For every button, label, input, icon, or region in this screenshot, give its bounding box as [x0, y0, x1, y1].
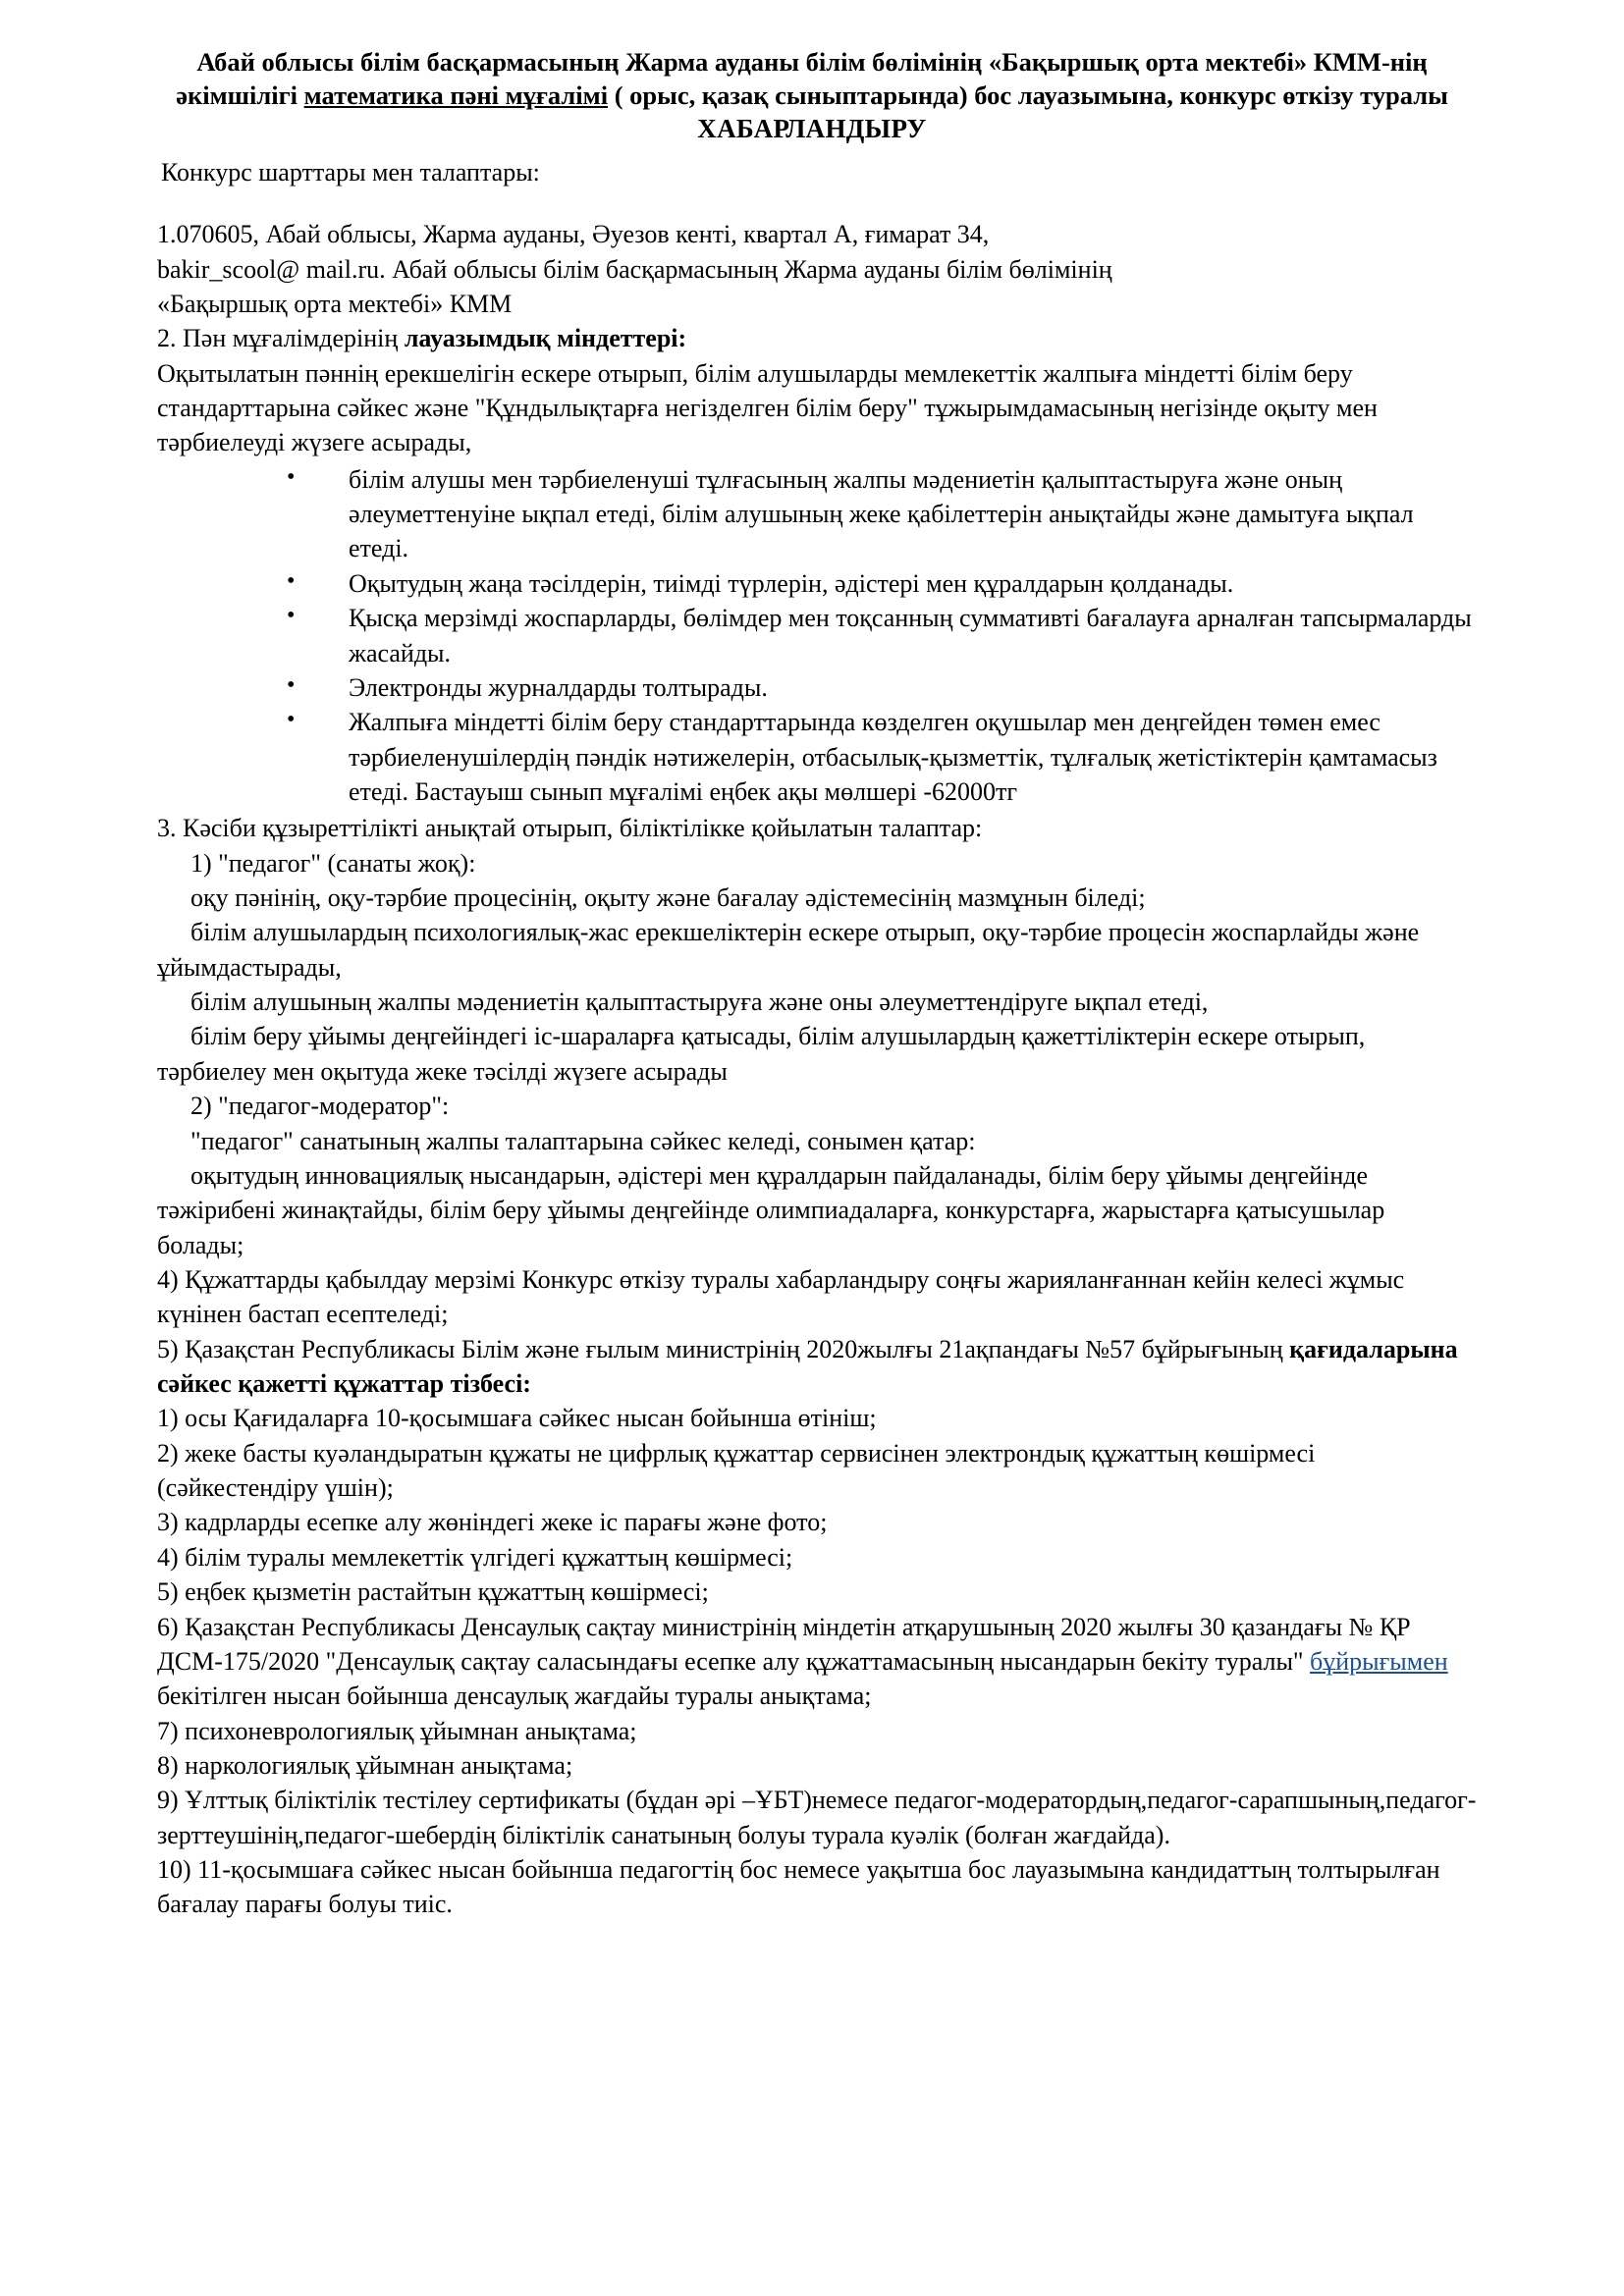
- requirement-item-5-bold: қағидаларына сәйкес қажетті құжаттар тізбесі:: [157, 1334, 1458, 1399]
- requirement-item-10: 10) 11-қосымшаға сәйкес нысан бойынша педагогтің бос немесе уақытша бос лауазымына кандидаттың толтырылған бағалау парағы болуы тиіс.: [157, 1855, 1440, 1919]
- spacer: [147, 189, 1477, 217]
- lead-text: Конкурс шарттары мен талаптары:: [161, 157, 540, 187]
- section-3-item: оқу пәнінің, оқу-тәрбие процесінің, оқыту және бағалау әдістемесінің мазмұнын біледі;: [190, 883, 1146, 913]
- requirement-item-7: 7) психоневрологиялық ұйымнан анықтама;: [157, 1716, 637, 1745]
- page-title: [147, 45, 1477, 113]
- requirement-item-6-part-2: бекітілген нысан бойынша денсаулық жағдайы туралы анықтама;: [157, 1682, 872, 1711]
- requirement-item-4: 4) Құжаттарды қабылдау мерзімі Конкурс өткізу туралы хабарландыру соңғы жарияланғаннан кейін келесі жұмыс күнінен бастап есептеледі;: [157, 1264, 1405, 1329]
- requirement-item-5: [157, 1332, 1477, 1402]
- document-list-item: 4) білім туралы мемлекеттік үлгідегі құжаттың көшірмесі;: [157, 1542, 793, 1572]
- section-2-bold: лауазымдық міндеттері:: [404, 324, 687, 353]
- requirement-item-6-part-1: 6) Қазақстан Республикасы Денсаулық сақтау министрінің міндетін атқарушының 2020 жылғы 30 қазандағы № ҚР ДСМ-175/2020 "Денсаулық сақтау саласындағы есепке алу құжаттамасының нысандарын бекіту туралы": [157, 1612, 1411, 1676]
- section-3-item: білім беру ұйымы деңгейіндегі іс-шараларға қатысады, білім алушылардың қажеттіліктерін ескере отырып, тәрбиелеу мен оқытуда жеке тәсілді жүзеге асырады: [157, 1022, 1366, 1086]
- section-3-item: 2) "педагог-модератор":: [190, 1092, 450, 1121]
- address-line-2: bakir_scool@ mail.ru. Абай облысы білім басқармасының Жарма ауданы білім бөлімінің: [157, 254, 1112, 284]
- list-item: • білім алушы мен тәрбиеленуші тұлғасының жалпы мәдениетін қалыптастыруға және оның әлеуметтенуіне ықпал етеді, білім алушының жеке қабілеттерін анықтайды және дамытуға ықпал етеді.: [349, 462, 1477, 566]
- title-line-3: ( орыс, қазақ сыныптарында) бос: [608, 80, 1012, 111]
- requirement-item-5-prefix: 5) Қазақстан Республикасы Білім және ғылым министрінің 2020жылғы 21ақпандағы №57 бұйрығының: [157, 1334, 1290, 1363]
- duties-list: [147, 462, 1477, 810]
- order-hyperlink[interactable]: бұйрығымен: [1310, 1646, 1448, 1676]
- list-item: • Қысқа мерзімді жоспарларды, бөлімдер мен тоқсанның суммативті бағалауға арналған тапсырмаларды жасайды.: [349, 601, 1477, 670]
- address-line-1: 1.070605, Абай облысы, Жарма ауданы, Әуезов кенті, квартал А, ғимарат 34,: [157, 220, 990, 249]
- section-3-item: "педагог" санатының жалпы талаптарына сәйкес келеді, сонымен қатар:: [190, 1126, 976, 1155]
- title-line-2: мектебі» КММ-нің әкімшілігі: [176, 47, 1428, 111]
- list-item: • Жалпыға міндетті білім беру стандарттарында көзделген оқушылар мен деңгейден төмен емес тәрбиеленушілердің пәндік нәтижелерін, отбасылық-қызметтік, тұлғалық жетістіктерін қамтамасыз етеді. Бастауыш сынып мұғалімі еңбек ақы мөлшері -62000тг: [349, 705, 1477, 809]
- document-list-item: 3) кадрларды есепке алу жөніндегі жеке іс парағы және фото;: [157, 1508, 828, 1537]
- section-2-prefix: 2. Пән мұғалімдерінің: [157, 324, 405, 353]
- section-3-item: білім алушылардың психологиялық-жас ерекшеліктерін ескере отырып, оқу-тәрбие процесін жоспарлайды және ұйымдастырады,: [157, 918, 1420, 982]
- section-3-item: оқытудың инновациялық нысандарын, әдістері мен құралдарын пайдаланады, білім беру ұйымы деңгейінде тәжірибені жинақтайды, білім беру ұйымы деңгейінде олимпиадаларға, конкурстарға, жарыстарға қатысушылар болады;: [157, 1160, 1385, 1259]
- address-line-3: «Бақыршық орта мектебі» КММ: [157, 289, 513, 318]
- announcement-heading: ХАБАРЛАНДЫРУ: [697, 113, 927, 143]
- section-3-item: білім алушының жалпы мәдениетін қалыптастыруға және оны әлеуметтендіруге ықпал етеді,: [190, 988, 1209, 1017]
- document-list-item: 2) жеке басты куәландыратын құжаты не цифрлық құжаттар сервисінен электрондық құжаттың көшірмесі (сәйкестендіру үшін);: [157, 1438, 1316, 1503]
- requirement-item-8: 8) наркологиялық ұйымнан анықтама;: [157, 1751, 573, 1780]
- section-3-heading: 3. Кәсіби құзыреттілікті анықтай отырып, біліктілікке қойылатын талаптар:: [157, 814, 983, 843]
- list-item: • Электронды журналдарды толтырады.: [349, 670, 1477, 705]
- title-line-1: Абай облысы білім басқармасының Жарма ауданы білім бөлімінің «Бақыршық орта: [196, 47, 1199, 77]
- document-list-item: 5) еңбек қызметін растайтын құжаттың көшірмесі;: [157, 1577, 709, 1607]
- requirement-item-6: [157, 1610, 1477, 1714]
- title-line-4: лауазымына, конкурс өткізу туралы: [1017, 80, 1448, 111]
- section-2-heading: [157, 321, 1477, 355]
- title-underlined-subject: математика пәні мұғалімі: [303, 80, 609, 111]
- section-2-body: Оқытылатын пәннің ерекшелігін ескере отырып, білім алушыларды мемлекеттік жалпыға міндетті білім беру стандарттарына сәйкес және "Құндылықтарға негізделген білім беру" тұжырымдамасының негізінде оқыту мен тәрбиелеуді жүзеге асырады,: [157, 358, 1378, 457]
- document-list-item: 1) осы Қағидаларға 10-қосымшаға сәйкес нысан бойынша өтініш;: [157, 1404, 877, 1433]
- list-item: • Оқытудың жаңа тәсілдерін, тиімді түрлерін, әдістері мен құралдарын қолданады.: [349, 566, 1477, 601]
- requirement-item-9: 9) Ұлттық біліктілік тестілеу сертификаты (бұдан әрі –ҰБТ)немесе педагог-модератордың,педагог-сарапшының,педагог-зерттеушінің,педагог-шебердің біліктілік санатының болуы турала куәлік (болған жағдайда).: [157, 1786, 1477, 1849]
- section-3-item: 1) "педагог" (санаты жоқ):: [190, 848, 476, 878]
